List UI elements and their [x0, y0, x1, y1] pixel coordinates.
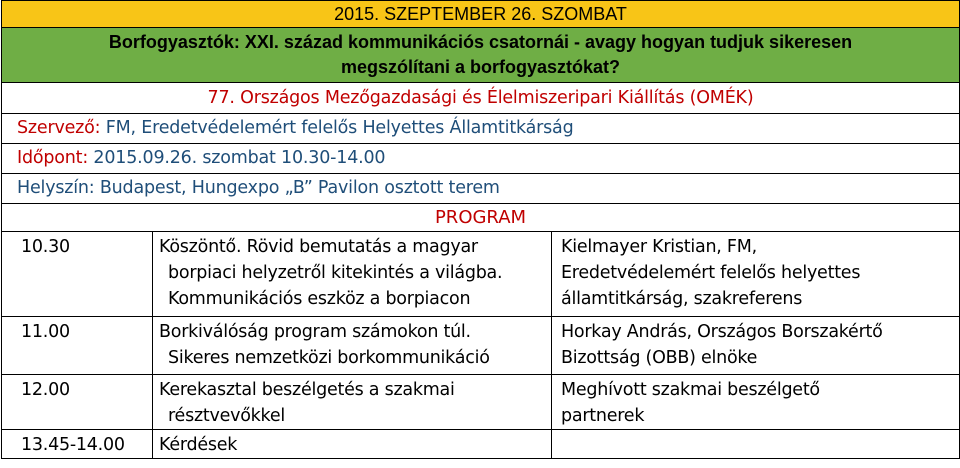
event-name-row — [2, 83, 960, 114]
organizer-label: Szervező: — [17, 118, 101, 138]
table-row — [2, 430, 960, 459]
time-label: Időpont: — [17, 148, 89, 168]
place-label: Helyszín: — [17, 178, 95, 198]
table-row — [2, 232, 960, 317]
date-row — [2, 1, 960, 28]
row-time: 12.00 — [2, 375, 153, 430]
presenter-line: Kielmayer Kristian, FM, — [561, 237, 757, 257]
table-row — [2, 317, 960, 375]
activity-line: Kérdések — [159, 435, 238, 455]
activity-line: Kommunikációs eszköz a borpiacon — [168, 289, 471, 309]
row-time: 10.30 — [2, 232, 153, 317]
row-spacer — [511, 375, 552, 430]
row-presenter — [552, 317, 960, 375]
row-spacer — [511, 232, 552, 317]
time-value: 2015.09.26. szombat 10.30-14.00 — [88, 148, 386, 168]
program-table — [1, 0, 960, 459]
presenter-line: Eredetvédelemért felelős helyettes — [561, 263, 861, 283]
time-line — [2, 144, 960, 174]
presenter-line: Bizottság (OBB) elnöke — [561, 348, 758, 368]
presenter-line: partnerek — [561, 406, 645, 426]
title-row — [2, 28, 960, 83]
row-time: 13.45-14.00 — [2, 430, 153, 459]
time-row — [2, 144, 960, 174]
activity-line: Borkiválóság program számokon túl. — [159, 322, 471, 342]
presenter-line: államtitkárság, szakreferens — [561, 289, 803, 309]
presenter-line: Meghívott szakmai beszélgető — [561, 380, 820, 400]
event-title-banner — [2, 28, 960, 83]
table-row — [2, 375, 960, 430]
presenter-line: Horkay András, Országos Borszakértő — [561, 322, 883, 342]
organizer-value: FM, Eredetvédelemért felelős Helyettes Államtitkárság — [100, 118, 574, 138]
activity-line: Köszöntő. Rövid bemutatás a magyar — [159, 237, 478, 257]
organizer-line — [2, 114, 960, 144]
activity-line: Sikeres nemzetközi borkommunikáció — [168, 348, 490, 368]
row-spacer — [511, 317, 552, 375]
program-heading: PROGRAM — [2, 204, 960, 232]
activity-line: résztvevőkkel — [168, 406, 285, 426]
program-heading-row — [2, 204, 960, 232]
row-presenter — [552, 375, 960, 430]
title-line-1: Borfogyasztók: XXI. század kommunikációs csatornái - avagy hogyan tudjuk sikeresen — [108, 32, 853, 52]
place-value: Budapest, Hungexpo „B” Pavilon osztott terem — [94, 178, 500, 198]
row-activity — [153, 232, 511, 317]
activity-line: borpiaci helyzetről kitekintés a világba. — [168, 263, 503, 283]
place-row — [2, 174, 960, 204]
row-activity — [153, 375, 511, 430]
row-time: 11.00 — [2, 317, 153, 375]
row-presenter — [552, 430, 960, 459]
row-activity — [153, 430, 511, 459]
title-line-2: megszólítani a borfogyasztókat? — [340, 57, 621, 77]
event-name: 77. Országos Mezőgazdasági és Élelmiszeripari Kiállítás (OMÉK) — [2, 83, 960, 114]
date-banner: 2015. SZEPTEMBER 26. SZOMBAT — [2, 1, 960, 28]
row-presenter — [552, 232, 960, 317]
organizer-row — [2, 114, 960, 144]
row-activity — [153, 317, 511, 375]
activity-line: Kerekasztal beszélgetés a szakmai — [159, 380, 455, 400]
row-spacer — [511, 430, 552, 459]
place-line — [2, 174, 960, 204]
